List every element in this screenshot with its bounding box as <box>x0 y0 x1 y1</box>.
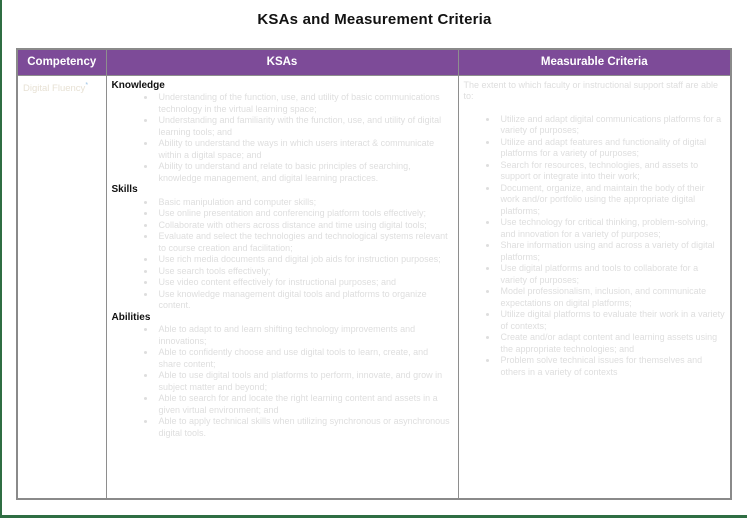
bullet-item: • Document, organize, and maintain the body of their work and/or portfolio using the appropriate digital platforms; <box>498 183 726 218</box>
bullet-item: • Use online presentation and conferencing platform tools effectively; <box>156 208 453 220</box>
ksa-section-knowledge <box>112 80 453 185</box>
bullet-item: • Able to search for and locate the right learning content and assets in a given virtual environment; and <box>156 393 453 416</box>
bullet-item: • Use knowledge management digital tools and platforms to organize content. <box>156 289 453 312</box>
bullet-item: • Ability to understand and relate to basic principles of searching, knowledge management, and digital learning practices. <box>156 161 453 184</box>
competency-cell <box>17 75 106 499</box>
bullet-item: • Able to apply technical skills when utilizing synchronous or asynchronous digital tools. <box>156 416 453 439</box>
criteria-cell <box>458 75 731 499</box>
skills-bullet-list <box>112 197 453 312</box>
abilities-bullet-list <box>112 324 453 439</box>
ksa-section-skills <box>112 184 453 312</box>
bullet-item: • Model professionalism, inclusion, and communicate expectations on digital platforms; <box>498 286 726 309</box>
section-heading-abilities: Abilities <box>111 311 151 323</box>
bullet-item: • Able to adapt to and learn shifting technology improvements and innovations; <box>156 324 453 347</box>
bullet-item: • Use technology for critical thinking, problem-solving, and innovation for a variety of purposes; <box>498 217 726 240</box>
footnote-mark: * <box>85 81 89 89</box>
bullet-item: • Share information using and across a variety of digital platforms; <box>498 240 726 263</box>
ksa-table <box>16 48 732 500</box>
bullet-item: • Use rich media documents and digital job aids for instruction purposes; <box>156 254 453 266</box>
bullet-item: • Use search tools effectively; <box>156 266 453 278</box>
criteria-intro: The extent to which faculty or instructional support staff are able to: <box>463 79 718 101</box>
bullet-item: • Basic manipulation and computer skills; <box>156 197 453 209</box>
bullet-item: • Understanding and familiarity with the function, use, and utility of digital learning tools; and <box>156 115 453 138</box>
ksa-section-abilities <box>112 312 453 440</box>
bullet-item: • Search for resources, technologies, and assets to support or integrate into their work; <box>498 160 726 183</box>
section-heading-skills: Skills <box>111 184 138 195</box>
bullet-item: • Able to confidently choose and use digital tools to learn, create, and share content; <box>156 347 453 370</box>
bullet-item: • Collaborate with others across distance and time using digital tools; <box>156 220 453 232</box>
bullet-item: • Utilize digital platforms to evaluate their work in a variety of contexts; <box>498 309 726 332</box>
bullet-item: • Evaluate and select the technologies and technological systems relevant to course creation and facilitation; <box>156 231 453 254</box>
bullet-item: • Able to use digital tools and platforms to perform, innovate, and grow in subject matter and beyond; <box>156 370 453 393</box>
bullet-item: • Understanding of the function, use, and utility of basic communications technology in the virtual learning space; <box>156 92 453 115</box>
bullet-item: • Ability to understand the ways in which users interact & communicate within a digital space; and <box>156 138 453 161</box>
bullet-item: • Use digital platforms and tools to collaborate for a variety of purposes; <box>498 263 726 286</box>
header-criteria: Measurable Criteria <box>458 49 731 75</box>
table-header-row <box>17 49 731 75</box>
bullet-item: • Problem solve technical issues for themselves and others in a variety of contexts <box>498 355 726 378</box>
section-heading-knowledge: Knowledge <box>111 79 165 91</box>
ksas-cell <box>106 75 458 499</box>
competency-name: Digital Fluency <box>23 82 86 94</box>
header-ksas: KSAs <box>106 49 458 75</box>
bullet-item: • Utilize and adapt digital communications platforms for a variety of purposes; <box>498 114 726 137</box>
page-title: KSAs and Measurement Criteria <box>257 11 492 28</box>
knowledge-bullet-list <box>112 92 453 184</box>
table-row <box>17 75 731 499</box>
bullet-item: • Utilize and adapt features and functionality of digital platforms for a variety of purposes; <box>498 137 726 160</box>
bullet-item: • Create and/or adapt content and learning assets using the appropriate technologies; and <box>498 332 726 355</box>
bullet-item: • Use video content effectively for instructional purposes; and <box>156 277 453 289</box>
header-competency: Competency <box>17 49 106 75</box>
criteria-bullet-list <box>464 114 726 379</box>
